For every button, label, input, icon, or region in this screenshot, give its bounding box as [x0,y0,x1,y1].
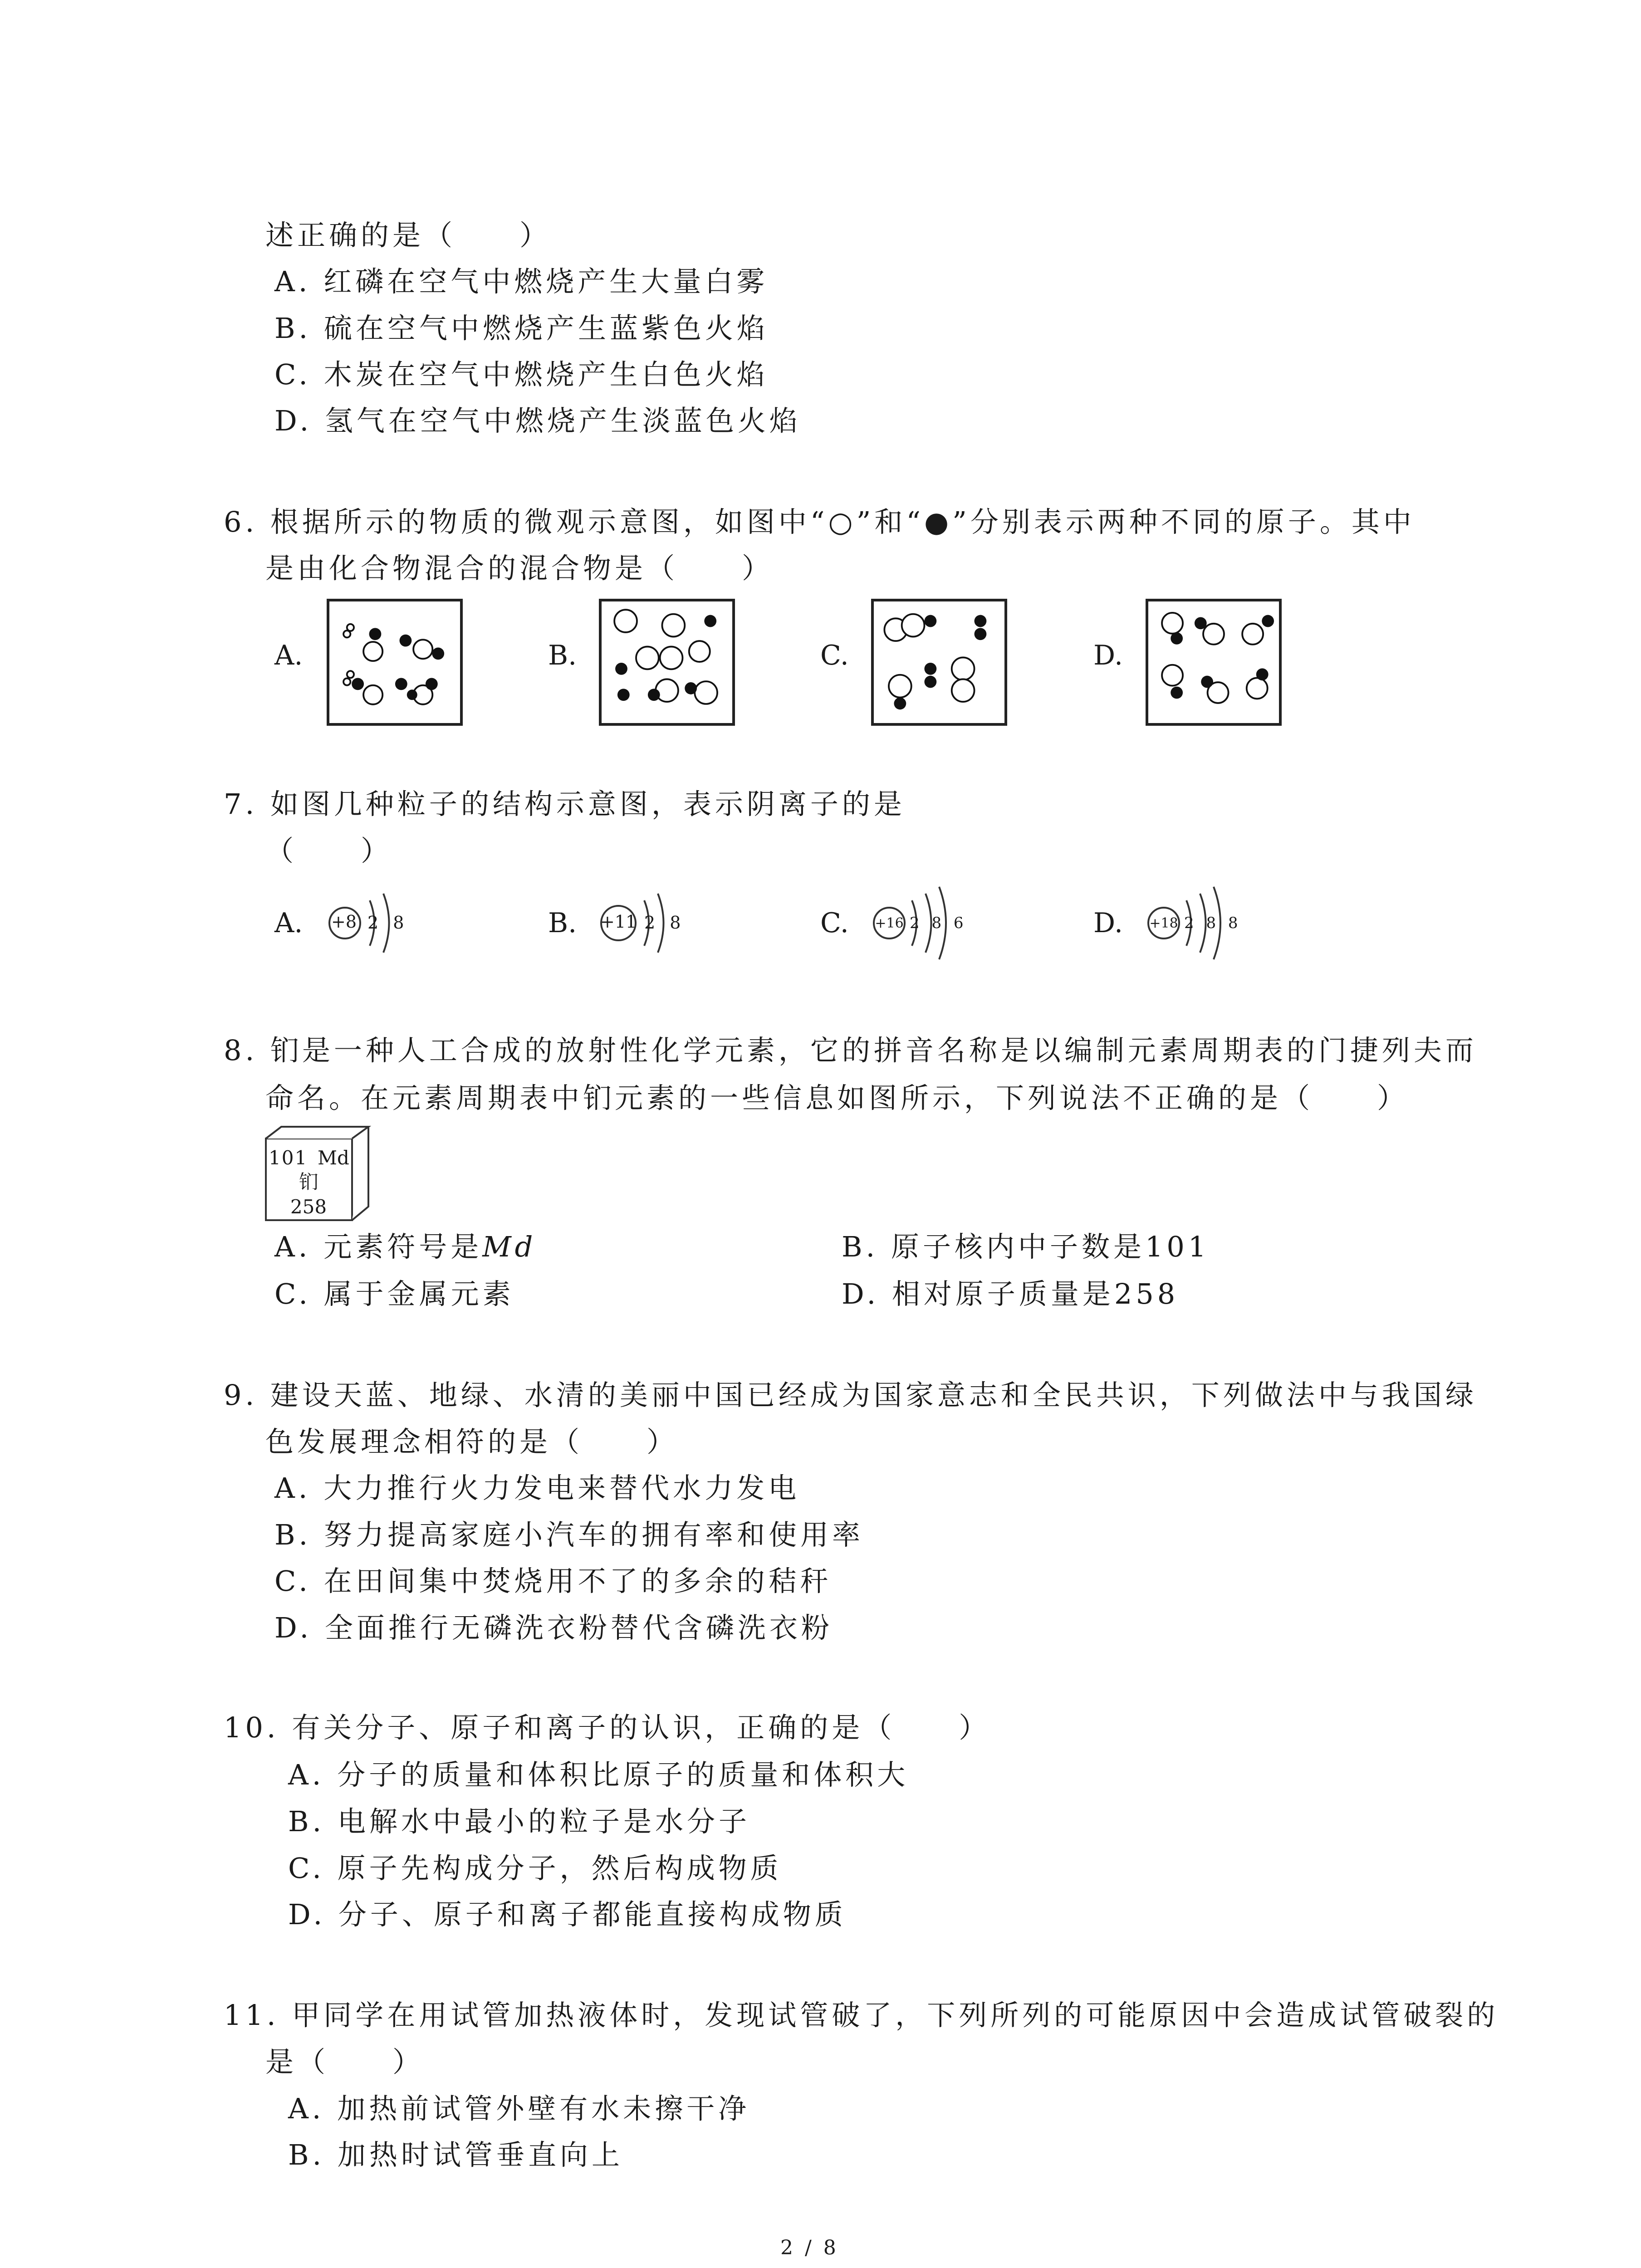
element-card-mass: 258 [290,1196,327,1218]
q9-stem-line1: 9. 建设天蓝、地绿、水清的美丽中国已经成为国家意志和全民共识，下列做法中与我国绿 [224,1378,1477,1412]
q8-option-b: B. 原子核内中子数是101 [842,1230,1210,1263]
q5-option-a: A. 红磷在空气中燃烧产生大量白雾 [274,265,769,298]
q7-shells-b: 2 8 [644,913,686,933]
q11-stem-line1: 11. 甲同学在用试管加热液体时，发现试管破了，下列所列的可能原因中会造成试管破裂的 [224,1999,1499,2032]
q6-label-c: C. [820,640,849,671]
q10-stem-line1: 10. 有关分子、原子和离子的认识，正确的是（ ） [224,1711,991,1744]
q9-option-b: B. 努力提高家庭小汽车的拥有率和使用率 [274,1518,864,1551]
q8-option-a-symbol: Md [482,1230,537,1263]
q9-stem-line2: 色发展理念相符的是（ ） [265,1425,679,1458]
q7-shells-d: 2 8 8 [1184,914,1242,932]
element-card-symbol: Md [318,1147,349,1169]
element-card-number: 101 [269,1147,308,1169]
q10-option-a: A. 分子的质量和体积比原子的质量和体积大 [288,1758,909,1791]
q6-diagram-d [1146,599,1282,726]
q5-option-b: B. 硫在空气中燃烧产生蓝紫色火焰 [274,312,769,345]
q10-option-c: C. 原子先构成分子，然后构成物质 [288,1852,782,1885]
q6-label-b: B. [548,640,577,671]
q7-nucleus-c: +16 [875,915,904,931]
q11-stem-line2: 是（ ） [265,2045,425,2078]
q7-label-a: A. [274,907,303,939]
q9-option-a: A. 大力推行火力发电来替代水力发电 [274,1471,800,1505]
q6-label-d: D. [1093,640,1123,671]
q7-nucleus-d: +18 [1149,915,1178,931]
q8-stem-line1: 8. 钔是一种人工合成的放射性化学元素，它的拼音名称是以编制元素周期表的门捷列夫而 [224,1034,1477,1067]
q6-label-a: A. [274,640,303,671]
q5-option-c: C. 木炭在空气中燃烧产生白色火焰 [274,358,769,391]
q7-stem-line2: （ ） [265,834,393,867]
q8-option-d: D. 相对原子质量是258 [842,1277,1179,1310]
element-card-name: 钔 [299,1171,318,1193]
q10-option-b: B. 电解水中最小的粒子是水分子 [288,1805,750,1838]
q9-option-d: D. 全面推行无磷洗衣粉替代含磷洗衣粉 [274,1611,833,1644]
q7-label-c: C. [820,907,849,939]
q9-option-c: C. 在田间集中焚烧用不了的多余的秸秆 [274,1564,832,1598]
q5-stem-tail: 述正确的是（ ） [265,219,552,252]
q7-shells-c: 2 8 6 [910,914,967,932]
q7-nucleus-a: +8 [331,912,357,932]
q7-nucleus-b: +11 [600,912,637,932]
q11-option-a: A. 加热前试管外壁有水未擦干净 [288,2092,750,2125]
q6-diagram-b [599,599,735,726]
q8-option-a-text: A. 元素符号是 [274,1230,483,1263]
q10-option-d: D. 分子、原子和离子都能直接构成物质 [288,1898,847,1931]
q8-option-a [274,1230,537,1263]
q8-option-c: C. 属于金属元素 [274,1277,514,1310]
q7-label-b: B. [548,907,577,939]
q6-stem-line2: 是由化合物混合的混合物是（ ） [265,552,774,585]
q8-stem-line2: 命名。在元素周期表中钔元素的一些信息如图所示，下列说法不正确的是（ ） [265,1081,1409,1114]
q7-shells-a: 2 8 [367,913,409,933]
q7-stem-line1: 7. 如图几种粒子的结构示意图，表示阴离子的是 [224,787,906,821]
q5-option-d: D. 氢气在空气中燃烧产生淡蓝色火焰 [274,404,801,437]
q11-option-b: B. 加热时试管垂直向上 [288,2138,623,2171]
q7-label-d: D. [1093,907,1123,939]
page-number: 2 / 8 [780,2236,839,2259]
q6-stem-line1: 6. 根据所示的物质的微观示意图，如图中“○”和“●”分别表示两种不同的原子。其中 [224,505,1415,538]
q6-diagram-a [327,599,463,726]
q6-diagram-c [871,599,1007,726]
